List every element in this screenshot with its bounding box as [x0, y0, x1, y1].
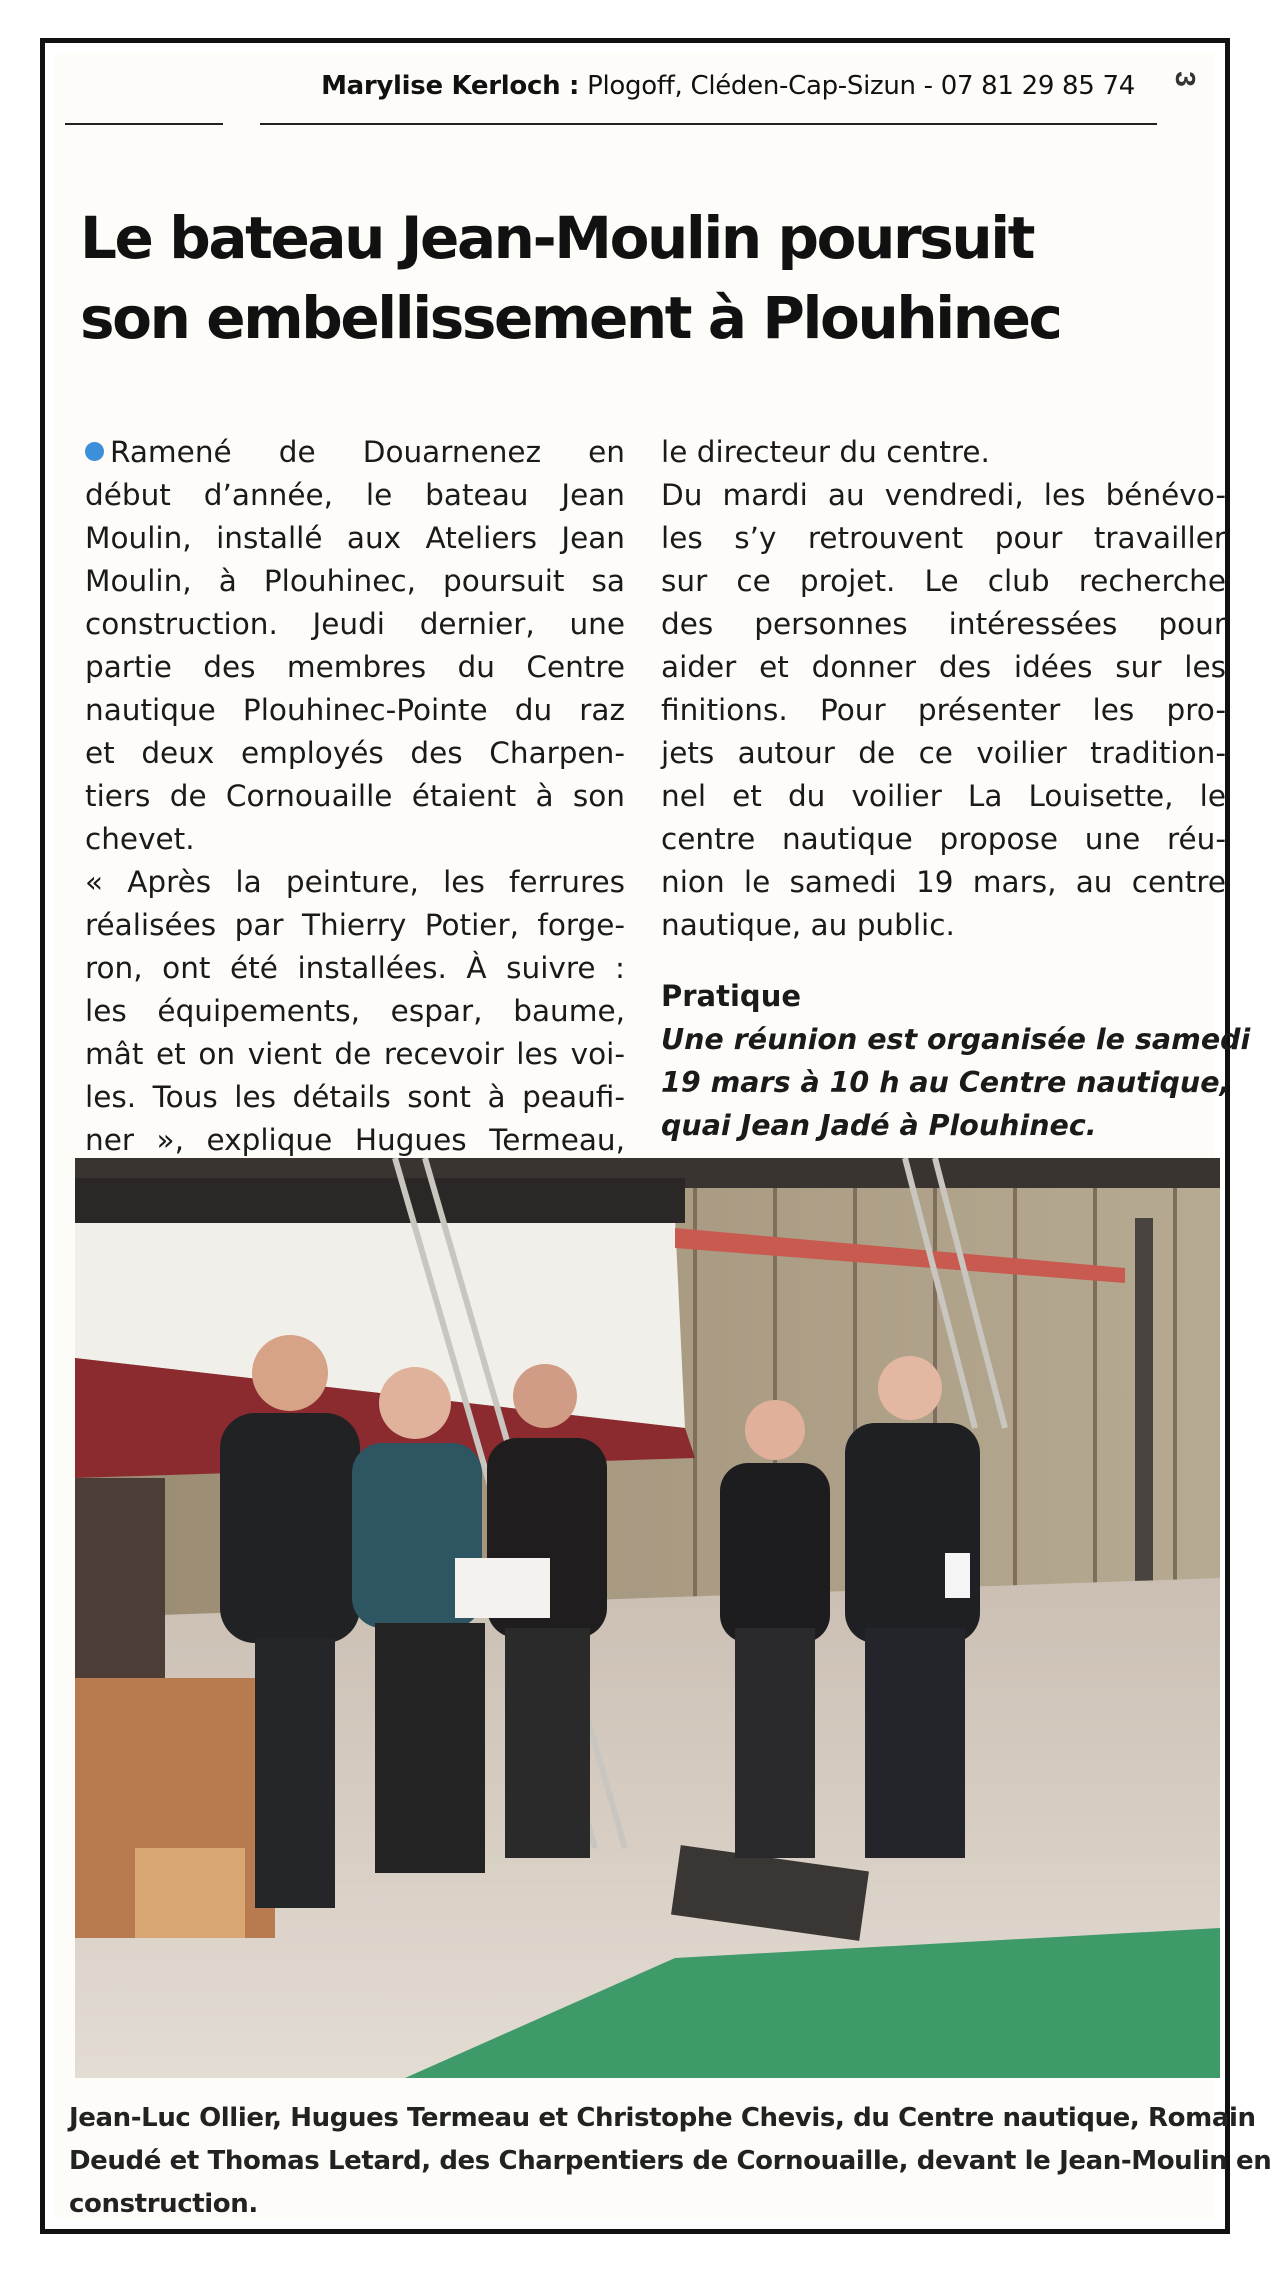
- header-rule-right: [260, 123, 1157, 125]
- article-line: les équipements, espar, baume,: [85, 994, 625, 1028]
- pratique-label: Pratique: [661, 979, 802, 1013]
- article-line: sur ce projet. Le club recherche: [661, 564, 1226, 598]
- byline: [321, 71, 1135, 101]
- pratique-line: quai Jean Jadé à Plouhinec.: [661, 1109, 1097, 1142]
- photo-caption: [69, 2097, 1272, 2226]
- article-line: tiers de Cornouaille étaient à son: [85, 779, 625, 813]
- article-line: nion le samedi 19 mars, au centre: [661, 865, 1226, 899]
- article-line: réalisées par Thierry Potier, forge-: [85, 908, 625, 942]
- article-line: nautique, au public.: [661, 908, 955, 942]
- article-line: début d’année, le bateau Jean: [85, 478, 625, 512]
- article-line: centre nautique propose une réu-: [661, 822, 1226, 856]
- page-header: [55, 53, 1215, 143]
- article-line: « Après la peinture, les ferrures: [85, 865, 625, 899]
- pratique-line: Une réunion est organisée le samedi: [661, 1023, 1251, 1056]
- article-line: chevet.: [85, 822, 195, 856]
- article-line: nel et du voilier La Louisette, le: [661, 779, 1226, 813]
- article-line: et deux employés des Charpen-: [85, 736, 625, 770]
- page-number: 3: [1170, 71, 1202, 87]
- clipping-frame: [40, 38, 1272, 2234]
- caption-line: construction.: [69, 2189, 258, 2219]
- article-line: les s’y retrouvent pour travailler: [661, 521, 1226, 555]
- headline-line-2: son embellissement à Plouhinec: [80, 284, 1061, 352]
- headline-line-1: Le bateau Jean-Moulin poursuit: [80, 204, 1034, 272]
- article-column-1: [85, 431, 625, 1162]
- article-line: Moulin, installé aux Ateliers Jean: [85, 521, 625, 555]
- article-line: des personnes intéressées pour: [661, 607, 1226, 641]
- article-line: finitions. Pour présenter les pro-: [661, 693, 1226, 727]
- article-line: construction. Jeudi dernier, une: [85, 607, 625, 641]
- article-line: [85, 431, 625, 474]
- headline: [80, 198, 1175, 358]
- header-rule-left: [65, 123, 223, 125]
- article-line: Du mardi au vendredi, les bénévo-: [661, 478, 1226, 512]
- article-line: Moulin, à Plouhinec, poursuit sa: [85, 564, 625, 598]
- pratique-line: 19 mars à 10 h au Centre nautique,: [661, 1066, 1231, 1099]
- article-column-2: [661, 431, 1251, 1147]
- article-line-text: Ramené de Douarnenez en: [110, 435, 625, 469]
- bullet-dot-icon: [85, 442, 104, 461]
- byline-name: Marylise Kerloch :: [321, 71, 580, 101]
- article-line: aider et donner des idées sur les: [661, 650, 1226, 684]
- caption-line: Jean-Luc Ollier, Hugues Termeau et Christophe Chevis, du Centre nautique, Romain: [69, 2103, 1256, 2133]
- article-line: le directeur du centre.: [661, 435, 990, 469]
- article-line: mât et on vient de recevoir les voi-: [85, 1037, 625, 1071]
- article-line: nautique Plouhinec-Pointe du raz: [85, 693, 625, 727]
- article-photo: [75, 1158, 1220, 2078]
- article-line: partie des membres du Centre: [85, 650, 625, 684]
- pratique-info: [661, 1018, 1251, 1147]
- article-line: jets autour de ce voilier tradition-: [661, 736, 1226, 770]
- article-line: ron, ont été installées. À suivre :: [85, 951, 625, 985]
- caption-line: Deudé et Thomas Letard, des Charpentiers de Cornouaille, devant le Jean-Moulin en: [69, 2146, 1272, 2176]
- byline-places: Plogoff, Cléden-Cap-Sizun - 07 81 29 85 74: [579, 71, 1135, 101]
- article-line: ner », explique Hugues Termeau,: [85, 1123, 625, 1157]
- article-line: les. Tous les détails sont à peaufi-: [85, 1080, 625, 1114]
- workshop-photo-illustration: [75, 1158, 1220, 2078]
- newspaper-page: [55, 53, 1272, 2219]
